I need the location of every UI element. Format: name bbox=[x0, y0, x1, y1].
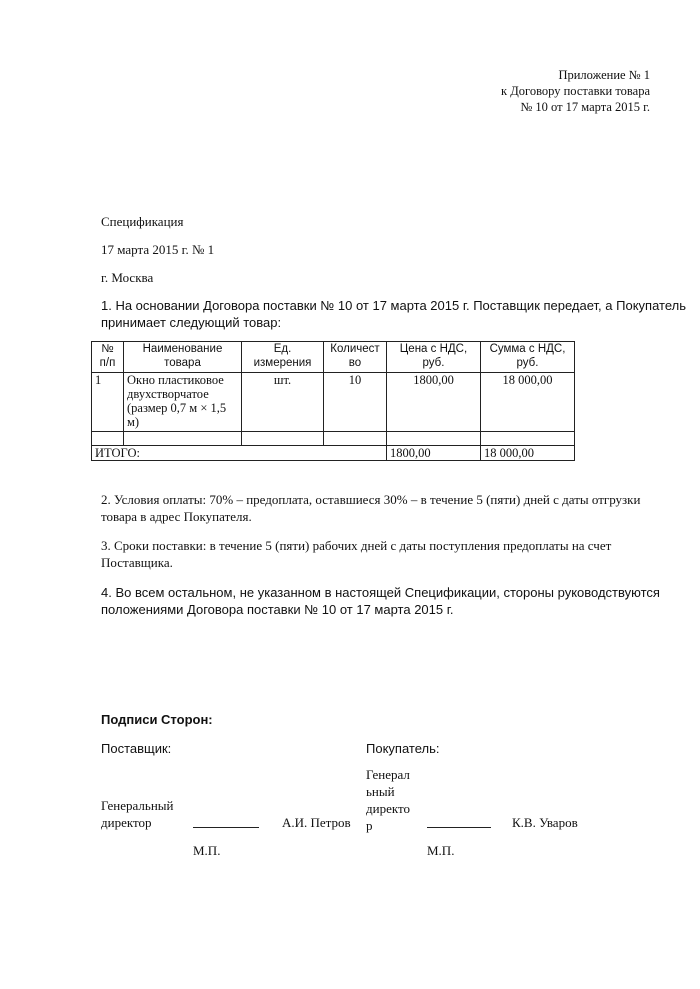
table-row bbox=[92, 373, 575, 432]
clause-4-line-2: положениями Договора поставки № 10 от 17 марта 2015 г. bbox=[101, 602, 454, 617]
clause-3 bbox=[101, 537, 611, 571]
header-price: Цена с НДС, руб. bbox=[387, 342, 481, 373]
document-city: г. Москва bbox=[101, 270, 154, 285]
total-price: 1800,00 bbox=[387, 446, 481, 461]
buyer-stamp: М.П. bbox=[427, 843, 455, 858]
buyer-name: К.В. Уваров bbox=[512, 815, 578, 830]
cell-num: 1 bbox=[92, 373, 124, 432]
table-total-row bbox=[92, 446, 575, 461]
clause-1-line-2: принимает следующий товар: bbox=[101, 315, 282, 330]
clause-4 bbox=[101, 584, 660, 618]
document-date-number: 17 марта 2015 г. № 1 bbox=[101, 242, 215, 257]
supplier-name: А.И. Петров bbox=[282, 815, 351, 830]
cell-sum: 18 000,00 bbox=[481, 373, 575, 432]
header-num: № п/п bbox=[92, 342, 124, 373]
appendix-line-1: Приложение № 1 bbox=[558, 68, 650, 82]
table-header-row bbox=[92, 342, 575, 373]
appendix-line-2: к Договору поставки товара bbox=[501, 84, 650, 98]
buyer-label: Покупатель: bbox=[366, 741, 440, 756]
appendix-header bbox=[501, 67, 650, 115]
supplier-position: Генеральный директор bbox=[101, 798, 174, 830]
appendix-line-3: № 10 от 17 марта 2015 г. bbox=[520, 100, 650, 114]
document-title: Спецификация bbox=[101, 214, 184, 229]
signatures-heading: Подписи Сторон: bbox=[101, 712, 213, 727]
supplier-label: Поставщик: bbox=[101, 741, 172, 756]
specification-table bbox=[91, 341, 575, 461]
header-sum: Сумма с НДС, руб. bbox=[481, 342, 575, 373]
table-empty-row bbox=[92, 432, 575, 446]
clause-2-line-2: товара в адрес Покупателя. bbox=[101, 509, 252, 524]
clause-3-line-1: 3. Сроки поставки: в течение 5 (пяти) рабочих дней с даты поступления предоплаты на счет bbox=[101, 538, 612, 553]
clause-2 bbox=[101, 491, 640, 525]
clause-2-line-1: 2. Условия оплаты: 70% – предоплата, оставшиеся 30% – в течение 5 (пяти) дней с даты отгрузки bbox=[101, 492, 641, 507]
cell-unit: шт. bbox=[242, 373, 324, 432]
total-label: ИТОГО: bbox=[92, 446, 387, 461]
header-name: Наименование товара bbox=[124, 342, 242, 373]
header-unit: Ед. измерения bbox=[242, 342, 324, 373]
total-sum: 18 000,00 bbox=[481, 446, 575, 461]
cell-price: 1800,00 bbox=[387, 373, 481, 432]
cell-qty: 10 bbox=[324, 373, 387, 432]
clause-1-line-1: 1. На основании Договора поставки № 10 от 17 марта 2015 г. Поставщик передает, а Покупатель bbox=[101, 298, 686, 313]
clause-4-line-1: 4. Во всем остальном, не указанном в настоящей Спецификации, стороны руководствуются bbox=[101, 585, 660, 600]
clause-1 bbox=[101, 297, 686, 331]
buyer-position: Генерал ьный директо р bbox=[366, 767, 410, 833]
cell-name: Окно пластиковое двухстворчатое (размер 0,7 м × 1,5 м) bbox=[124, 373, 242, 432]
supplier-signature-line bbox=[193, 827, 259, 828]
header-qty: Количест во bbox=[324, 342, 387, 373]
buyer-signature-line bbox=[427, 827, 491, 828]
clause-3-line-2: Поставщика. bbox=[101, 555, 173, 570]
supplier-stamp: М.П. bbox=[193, 843, 221, 858]
